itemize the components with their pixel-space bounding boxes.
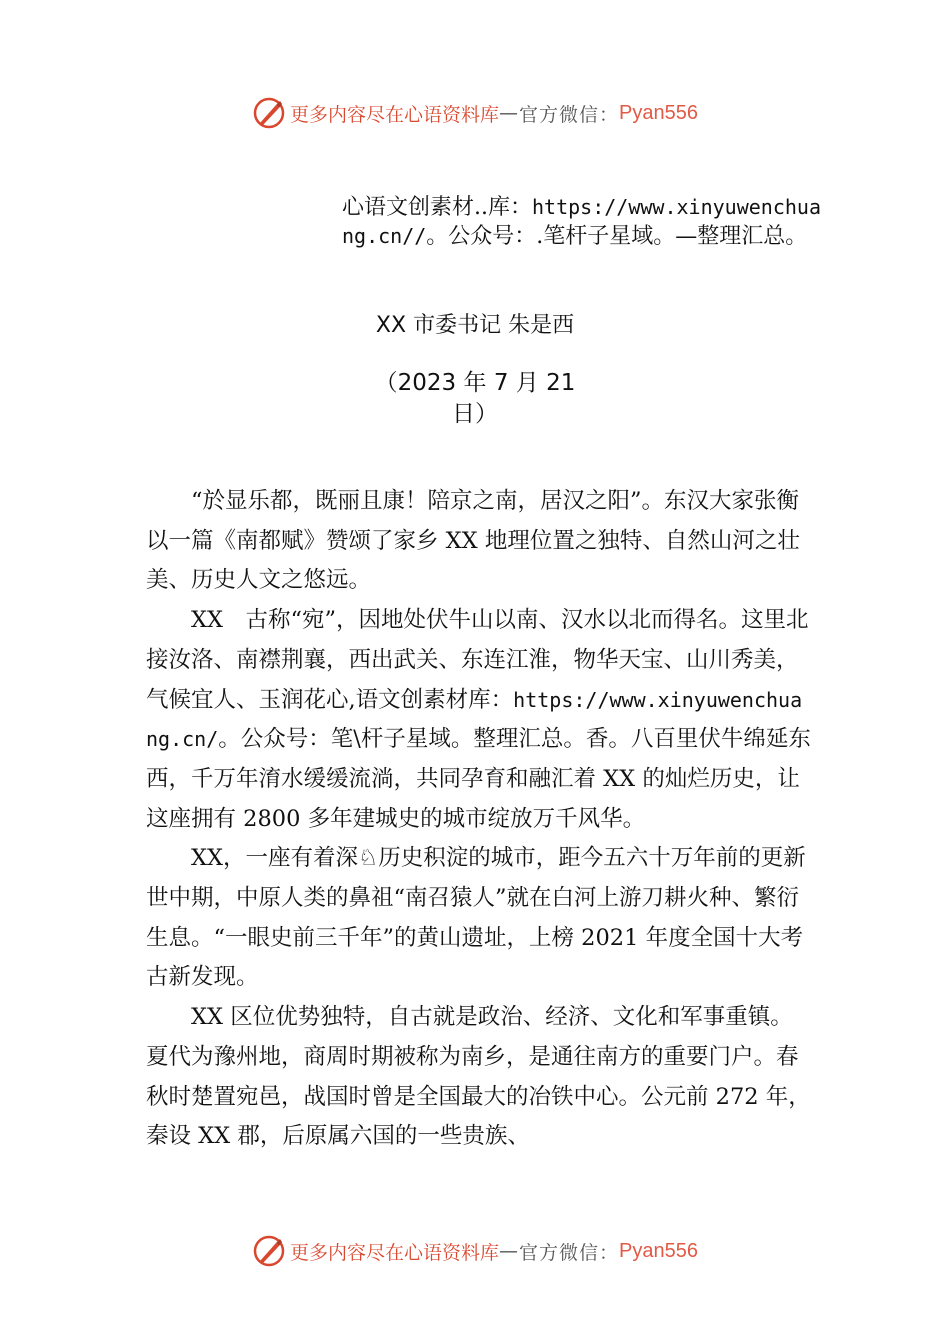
paragraph-2-part-a: XX 古称“宛”，因地处伏牛山以南、汉水以北而得名。这里北接汝洛、南襟荆襄，西出武关、东连江淮，物华天宝、山川秀美，气候宜人、玉润花心,语文创素材库：: [146, 607, 809, 713]
banner-sub-text: 官方微信：: [519, 103, 620, 126]
banner-main-text: 更多内容尽在心语资料库: [290, 1241, 500, 1264]
paragraph-2: [146, 601, 814, 839]
source-suffix: 。公众号：.笔杆子星域。—整理汇总。: [426, 224, 808, 249]
author-title: 市委书记 朱是西: [413, 313, 575, 338]
article-body: [146, 482, 814, 1157]
paragraph-3: XX，一座有着深♘历史积淀的城市，距今五六十万年前的更新世中期，中原人类的鼻祖“南召猿人”就在白河上游刀耕火种、繁衍生息。“一眼史前三千年”的黄山遗址，上榜 2021 年度全国十大考古新发现。: [146, 845, 806, 991]
banner-wechat-id: Pyan556: [619, 1239, 698, 1262]
date-day: 21: [546, 370, 576, 396]
banner-wechat-id: Pyan556: [619, 101, 698, 124]
author-city: XX: [375, 313, 407, 338]
banner-sub-text: 官方微信：: [519, 1241, 620, 1264]
date-line: [0, 368, 950, 430]
date-month-unit: 月: [515, 370, 539, 396]
source-url: https://www.xinyuwenchuang.cn//: [342, 195, 821, 248]
banner-main-text: 更多内容尽在心语资料库: [290, 103, 500, 126]
footer-banner: [0, 1234, 950, 1268]
paragraph-1: “於显乐都，既丽且康！陪京之南，居汉之阳”。东汉大家张衡以一篇《南都赋》赞颂了家乡 XX 地理位置之独特、自然山河之壮美、历史人文之悠远。: [146, 488, 800, 594]
source-notice: [342, 193, 832, 251]
date-year-unit: 年: [463, 370, 487, 396]
date-day-unit: 日）: [452, 401, 498, 427]
author-line: [0, 308, 950, 339]
paragraph-2-part-b: 。公众号：笔\杆子星域。整理汇总。香。八百里伏牛绵延东西，千万年淯水缓缓流淌，共同孕育和融汇着 XX 的灿烂历史，让这座拥有 2800 多年建城史的城市绽放万千风华。: [146, 726, 811, 832]
date-month: 7: [493, 370, 509, 396]
banner-dash: —: [499, 1240, 520, 1262]
paragraph-2-url: https://www.xinyuwenchuang.cn/: [146, 687, 803, 752]
pen-logo-icon: [252, 96, 286, 130]
banner-dash: —: [499, 102, 520, 124]
paragraph-4: XX 区位优势独特，自古就是政治、经济、文化和军事重镇。夏代为豫州地，商周时期被称为南乡，是通往南方的重要门户。春秋时楚置宛邑，战国时曾是全国最大的冶铁中心。公元前 272 年，秦设 XX 郡，后原属六国的一些贵族、: [146, 1004, 811, 1150]
date-open: （: [374, 370, 398, 396]
source-prefix: 心语文创素材..库：: [342, 195, 532, 220]
header-banner: [0, 96, 950, 130]
date-year: 2023: [397, 370, 457, 396]
pen-logo-icon: [252, 1234, 286, 1268]
